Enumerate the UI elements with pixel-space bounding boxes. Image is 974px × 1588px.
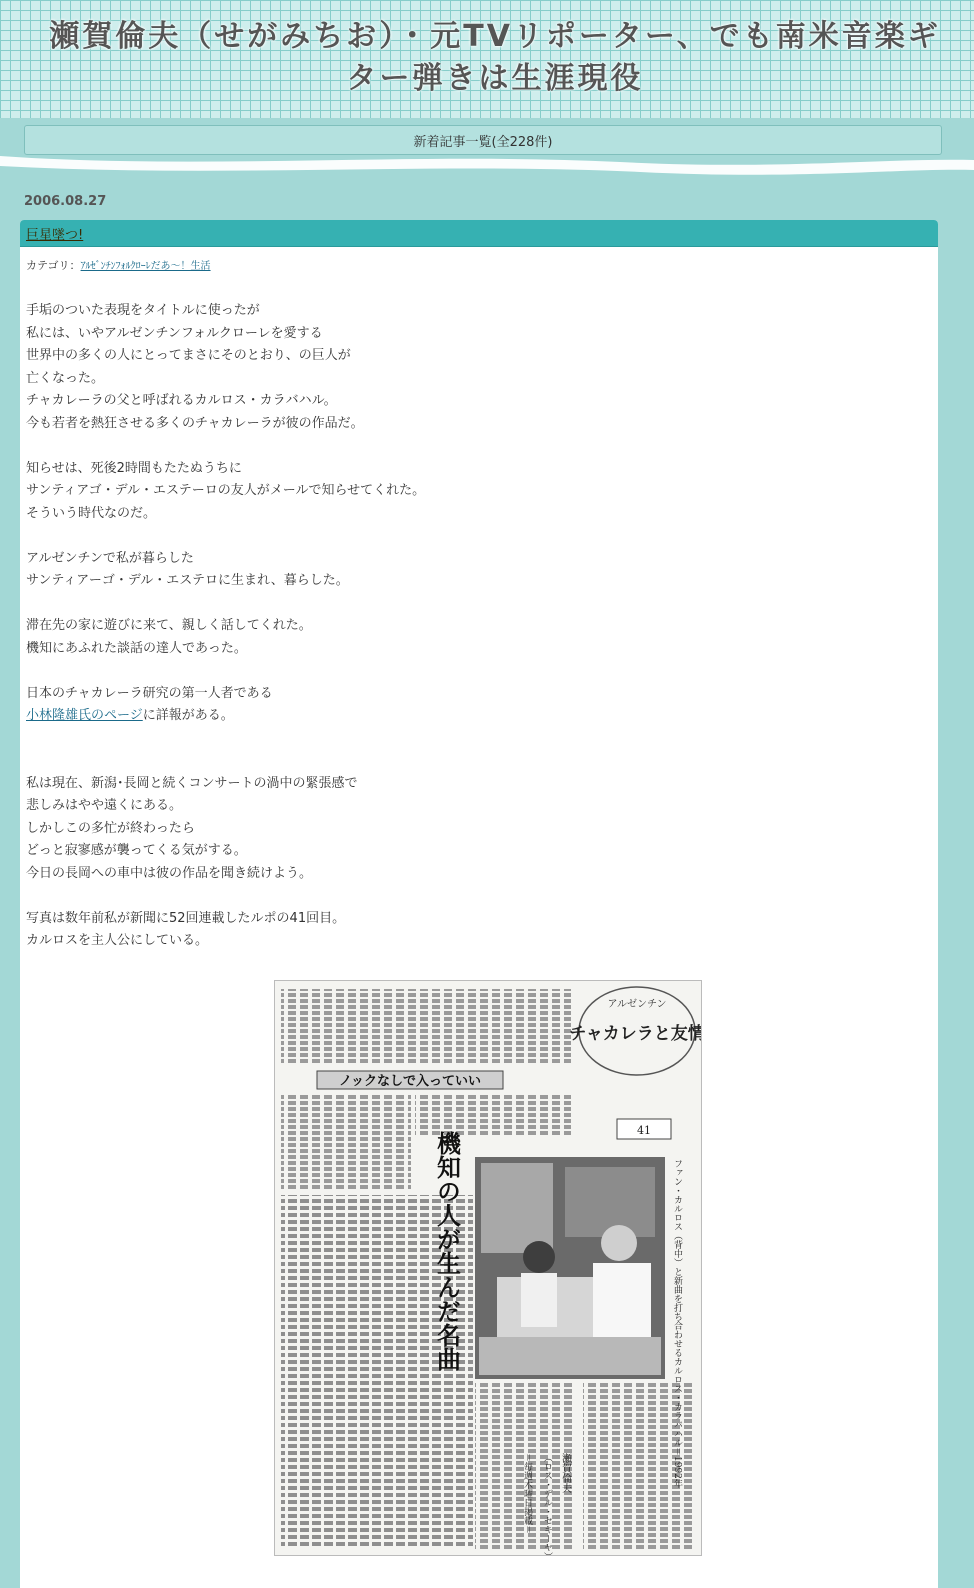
text-line: 世界中の多くの人にとってまさにそのとおり、の巨人が — [26, 348, 351, 363]
text-line: 手垢のついた表現をタイトルに使ったが — [26, 303, 260, 318]
site-title[interactable]: 瀬賀倫夫（せがみちお）・元TVリポーター、でも南米音楽ギター弾きは生涯現役 — [49, 19, 941, 96]
clipping-number: 41 — [637, 1124, 651, 1137]
clipping-byline-note: （ロス・デル・セキーヤ） — [542, 1453, 552, 1555]
text-line: 亡くなった。 — [26, 370, 105, 386]
paragraph-1 — [26, 300, 906, 435]
text-line: サンティアゴ・デル・エステーロの友人がメールで知らせてくれた。 — [26, 483, 426, 498]
recent-posts-link[interactable]: 新着記事一覧(全228件) — [24, 125, 942, 155]
text-line: 知らせは、死後2時間もたたぬうちに — [26, 460, 242, 476]
clipping-series-title: チャカレラと友情 — [569, 1024, 701, 1044]
text-line: 悲しみはやや遠くにある。 — [26, 798, 183, 813]
paragraph-6 — [26, 773, 906, 886]
paragraph-3 — [26, 548, 906, 593]
category-link[interactable]: ｱﾙｾﾞﾝﾁﾝﾌｫﾙｸﾛｰﾚだあ～！生活 — [80, 261, 211, 272]
text-line — [26, 705, 906, 728]
text-line: カルロスを主人公にしている。 — [26, 933, 209, 948]
post-body — [26, 300, 906, 953]
paragraph-2 — [26, 458, 906, 526]
post-title-bar — [20, 220, 938, 247]
newspaper-clipping-image — [274, 980, 702, 1556]
text-line: 写真は数年前私が新聞に52回連載したルポの41回目。 — [26, 910, 346, 926]
link-suffix: に詳報がある。 — [142, 708, 234, 723]
text-line: そういう時代なのだ。 — [26, 505, 157, 521]
clipping-subhead: ノックなしで入っていい — [338, 1074, 482, 1089]
paragraph-7 — [26, 908, 906, 953]
clipping-footer: ＝毎週木曜日掲載＝ — [522, 1453, 532, 1535]
post-date: 2006.08.27 — [24, 194, 107, 209]
clipping-series-sub: アルゼンチン — [607, 999, 667, 1010]
text-line: どっと寂寥感が襲ってくる気がする。 — [26, 843, 247, 858]
text-line: 今も若者を熱狂させる多くのチャカレーラが彼の作品だ。 — [26, 415, 364, 431]
post-title-link[interactable]: 巨星墜つ! — [26, 227, 84, 243]
text-line: 機知にあふれた談話の達人であった。 — [26, 640, 247, 656]
clipping-drawing — [275, 981, 701, 1555]
post-category — [26, 257, 211, 273]
clipping-byline-name: 瀬賀倫夫 — [559, 1453, 571, 1493]
post-entry — [20, 220, 938, 1588]
text-line: サンティアーゴ・デル・エステロに生まれ、暮らした。 — [26, 573, 349, 588]
text-line: 滞在先の家に遊びに来て、親しく話してくれた。 — [26, 618, 312, 633]
kobayashi-page-link[interactable]: 小林隆雄氏のページ — [26, 708, 143, 723]
paragraph-5 — [26, 683, 906, 728]
text-line: チャカレーラの父と呼ばれるカルロス・カラバハル。 — [26, 393, 337, 408]
text-line: 日本のチャカレーラ研究の第一人者である — [26, 685, 273, 701]
category-label: カテゴリ： — [26, 259, 81, 272]
clipping-caption: ファン・カルロス（背中）と新曲を打ち合わせるカルロス・カラバハル＝1992年 — [672, 1159, 682, 1488]
svg-text:機知の人が生んだ名曲: 機知の人が生んだ名曲 — [432, 1131, 462, 1371]
site-header — [0, 0, 974, 118]
text-line: 私には、いやアルゼンチンフォルクローレを愛する — [26, 325, 323, 341]
clipping-headline — [433, 1131, 462, 1371]
text-line: 私は現在、新潟･長岡と続くコンサートの渦中の緊張感で — [26, 775, 358, 791]
text-line: アルゼンチンで私が暮らした — [26, 550, 194, 566]
text-line: しかしこの多忙が終わったら — [26, 820, 195, 836]
paragraph-4 — [26, 615, 906, 660]
text-line: 今日の長岡への車中は彼の作品を聞き続けよう。 — [26, 865, 313, 881]
